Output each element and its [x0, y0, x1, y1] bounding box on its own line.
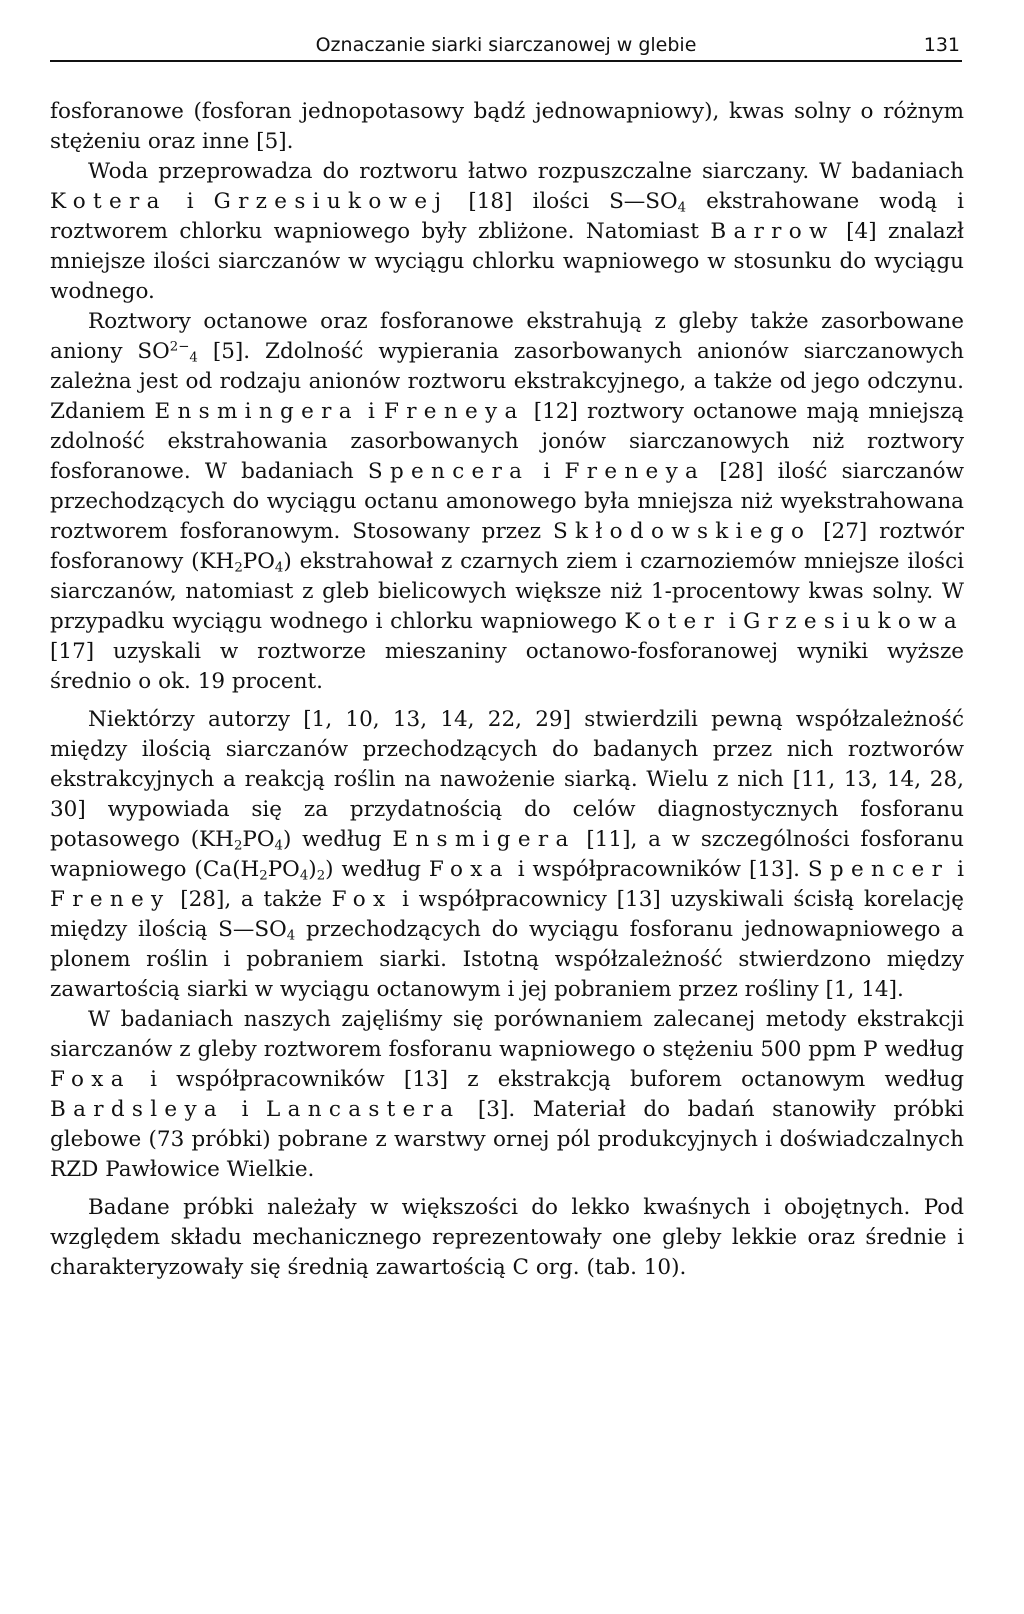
body-text: [50, 97, 964, 1283]
p2-text-3: [18] ilości S—SO: [448, 189, 678, 214]
p4-text-8: i współpracowników [13].: [509, 857, 808, 882]
superscript: 2−: [169, 339, 190, 355]
author-name: Bardsleya: [50, 1097, 225, 1122]
author-name: Ensmingera: [154, 399, 359, 424]
p3-text-5: i: [529, 459, 565, 484]
p6-text: Badane próbki należały w większości do lekko kwaśnych i obojętnych. Pod względem składu mechanicznego reprezentowały one gleby lekkie oraz średnie i charakteryzowały się średnią zawartością C org. (tab. 10).: [50, 1195, 964, 1280]
subscript: 2: [233, 838, 243, 854]
author-name: Barrow: [710, 219, 835, 244]
author-name: Fox: [331, 887, 393, 912]
p5-text-1: W badaniach naszych zajęliśmy się porównaniem zalecanej metody ekstrakcji siarczanów z gleby roztworem fosforanu wapniowego o stężeniu 500 ppm P według: [50, 1007, 964, 1062]
subscript: 4: [286, 928, 296, 944]
p4-text-4: [11], a w szczególności fosforanu wapniowego (Ca(H: [50, 827, 965, 882]
p4-text-11: i współpracownicy [13] uzyskiwali ścisłą korelację między ilością S—SO: [50, 887, 964, 942]
p3-text-3: i: [358, 399, 384, 424]
p3-text-4: [12] roztwory octanowe mają mniejszą zdolność ekstrahowania zasorbowanych jonów siarczanowych niż roztwory fosforanowe. W badaniach: [50, 399, 964, 484]
subscript: 2: [259, 868, 268, 884]
p2-text-5: [4] znalazł mniejsze ilości siarczanów w wyciągu chlorku wapniowego w stosunku do wyciągu wodnego.: [50, 219, 965, 304]
p3-text-11: [17] uzyskali w roztworze mieszaniny octanowo-fosforanowej wyniki wyższe średnio o ok. 19 procent.: [50, 639, 964, 694]
p4-text-5: PO: [267, 857, 300, 882]
author-name: Freneya: [383, 399, 525, 424]
p4-text-3: ) według: [283, 827, 393, 852]
subscript: 4: [677, 200, 687, 216]
p5-text-2: i współpracowników [13] z ekstrakcją buforem octanowym według: [130, 1067, 964, 1092]
paragraph-6: [50, 1193, 964, 1283]
p2-text-4: ekstrahowane wodą i roztworem chlorku wapniowego były zbliżone. Natomiast: [50, 189, 964, 244]
author-name: Kotera: [50, 189, 167, 214]
paragraph-1: [50, 97, 964, 157]
author-name: Skłodowskiego: [553, 519, 812, 544]
author-name: Lancastera: [265, 1097, 461, 1122]
page-header: [50, 30, 962, 62]
author-name: Grzesiukowa: [743, 609, 965, 634]
subscript: 4: [189, 350, 198, 366]
author-name: Spencer: [807, 857, 950, 882]
p3-text-9: ) ekstrahował z czarnych ziem i czarnoziemów mniejsze ilości siarczanów, natomiast z gleb bielicowych większe niż 1-procentowy kwas solny. W przypadku wyciągu wodnego i chlorku wapniowego: [50, 549, 964, 634]
paragraph-4: [50, 705, 964, 1005]
p3-text-8: PO: [242, 549, 275, 574]
p4-text-12: przechodzących do wyciągu fosforanu jednowapniowego a plonem roślin i pobraniem siarki. Istotną współzależność stwierdzono między zawartością siarki w wyciągu octanowym i jej pobraniem przez rośliny [1, 14].: [50, 917, 964, 1002]
p5-text-3: i: [224, 1097, 266, 1122]
p3-text-1: Roztwory octanowe oraz fosforanowe ekstrahują z gleby także zasorbowane aniony SO: [50, 309, 964, 364]
subscript: 2: [234, 560, 243, 576]
p2-text-2: i: [166, 189, 214, 214]
paragraph-2: [50, 157, 964, 307]
p4-text-9: i: [949, 857, 964, 882]
paragraph-3: [50, 307, 964, 697]
p3-text-2: [5]. Zdolność wypierania zasorbowanych anionów siarczanowych zależna jest od rodzaju anionów roztworu ekstrakcyjnego, a także od jego odczynu. Zdaniem: [50, 339, 964, 424]
author-name: Ensmigera: [392, 827, 576, 852]
p4-text-2: PO: [242, 827, 275, 852]
subscript: 4: [274, 560, 284, 576]
author-name: Koter: [624, 609, 722, 634]
p4-text-10: [28], a także: [170, 887, 332, 912]
author-name: Foxa: [50, 1067, 131, 1092]
author-name: Grzesiukowej: [213, 189, 449, 214]
author-name: Foxa: [428, 857, 510, 882]
author-name: Spencera: [367, 459, 530, 484]
p1-text: fosforanowe (fosforan jednopotasowy bądź jednowapniowy), kwas solny o różnym stężeniu oraz inne [5].: [50, 99, 964, 154]
subscript: 2: [316, 868, 326, 884]
author-name: Freneya: [564, 459, 706, 484]
p3-text-7: [27] roztwór fosforanowy (KH: [50, 519, 964, 574]
page-number: 131: [923, 34, 960, 56]
p3-text-10: i: [721, 609, 744, 634]
p4-text-7: ) według: [325, 857, 429, 882]
author-name: Freney: [50, 887, 171, 912]
subscript: 4: [299, 868, 309, 884]
p5-text-4: [3]. Materiał do badań stanowiły próbki glebowe (73 próbki) pobrane z warstwy ornej pól produkcyjnych i doświadczalnych RZD Pawłowice Wielkie.: [50, 1097, 965, 1182]
subscript: 4: [274, 838, 283, 854]
running-title: Oznaczanie siarki siarczanowej w glebie: [315, 34, 697, 56]
p2-text-1: Woda przeprowadza do roztworu łatwo rozpuszczalne siarczany. W badaniach: [88, 159, 964, 184]
p4-text-6: ): [308, 857, 317, 882]
p3-text-6: [28] ilość siarczanów przechodzących do wyciągu octanu amonowego była mniejsza niż wyekstrahowana roztworem fosforanowym. Stosowany przez: [50, 459, 964, 544]
paragraph-5: [50, 1005, 964, 1185]
p4-text-1: Niektórzy autorzy [1, 10, 13, 14, 22, 29] stwierdzili pewną współzależność między ilością siarczanów przechodzących do badanych przez nich roztworów ekstrakcyjnych a reakcją roślin na nawożenie siarką. Wielu z nich [11, 13, 14, 28, 30] wypowiada się za przydatnością do celów diagnostycznych fosforanu potasowego (KH: [50, 707, 964, 852]
